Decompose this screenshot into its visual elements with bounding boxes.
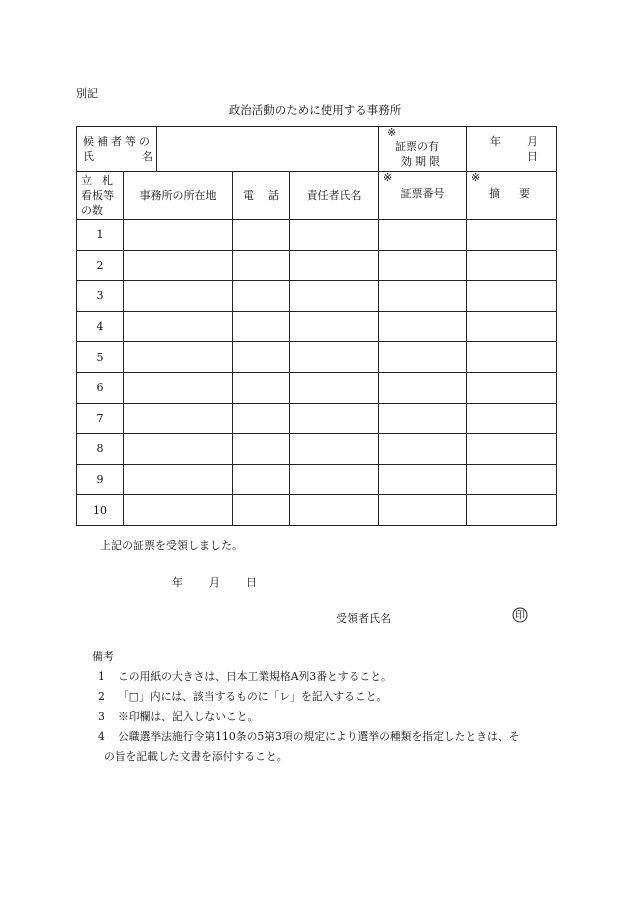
row-number: 1 bbox=[77, 220, 124, 251]
row-number: 10 bbox=[77, 495, 124, 526]
receipt-statement: 上記の証票を受領しました。 bbox=[100, 539, 243, 552]
note-item bbox=[98, 687, 558, 707]
summary-field[interactable] bbox=[467, 220, 557, 251]
note-text: 公職選挙法施行令第110条の5第3項の規定により選挙の種類を指定したときは、そ bbox=[118, 730, 520, 743]
validity-year: 年 bbox=[490, 135, 502, 148]
responsible-field[interactable] bbox=[290, 372, 379, 403]
address-field[interactable] bbox=[124, 372, 233, 403]
validity-date-field[interactable] bbox=[467, 127, 557, 172]
candidate-name-label bbox=[77, 127, 157, 172]
address-field[interactable] bbox=[124, 281, 233, 312]
summary-field[interactable] bbox=[467, 342, 557, 373]
cert-no-field[interactable] bbox=[379, 403, 467, 434]
address-field[interactable] bbox=[124, 250, 233, 281]
office-form-table bbox=[76, 126, 557, 526]
note-text: この用紙の大きさは、日本工業規格A列3番とすること。 bbox=[118, 670, 392, 683]
col-header-count bbox=[77, 172, 124, 220]
phone-field[interactable] bbox=[233, 250, 290, 281]
cert-no-field[interactable] bbox=[379, 495, 467, 526]
summary-field[interactable] bbox=[467, 281, 557, 312]
cert-no-field[interactable] bbox=[379, 250, 467, 281]
column-header-row bbox=[77, 172, 557, 220]
summary-field[interactable] bbox=[467, 311, 557, 342]
table-row bbox=[77, 281, 557, 312]
candidate-row bbox=[77, 127, 557, 172]
responsible-field[interactable] bbox=[290, 311, 379, 342]
document-title: 政治活動のために使用する事務所 bbox=[228, 103, 402, 117]
col-cert-no-label: 証票番号 bbox=[400, 187, 445, 200]
row-number: 5 bbox=[77, 342, 124, 373]
col-phone-char2: 話 bbox=[268, 189, 279, 202]
col-count-char1: 立 bbox=[81, 174, 102, 187]
responsible-field[interactable] bbox=[290, 220, 379, 251]
col-summary-char1: 摘 bbox=[489, 187, 501, 200]
summary-field[interactable] bbox=[467, 403, 557, 434]
col-count-line2: 看板等 bbox=[81, 189, 114, 202]
row-number: 7 bbox=[77, 403, 124, 434]
cert-no-field[interactable] bbox=[379, 342, 467, 373]
note-number: 1 bbox=[98, 670, 105, 683]
kome-mark: ※ bbox=[387, 126, 397, 139]
kome-mark: ※ bbox=[383, 171, 393, 184]
summary-field[interactable] bbox=[467, 250, 557, 281]
responsible-field[interactable] bbox=[290, 495, 379, 526]
phone-field[interactable] bbox=[233, 495, 290, 526]
cert-no-field[interactable] bbox=[379, 281, 467, 312]
phone-field[interactable] bbox=[233, 311, 290, 342]
kome-mark: ※ bbox=[471, 171, 481, 184]
candidate-label-mei: 名 bbox=[142, 150, 153, 163]
note-item bbox=[98, 667, 558, 687]
phone-field[interactable] bbox=[233, 342, 290, 373]
validity-line2: 効期限 bbox=[401, 155, 444, 168]
address-field[interactable] bbox=[124, 495, 233, 526]
responsible-field[interactable] bbox=[290, 250, 379, 281]
phone-field[interactable] bbox=[233, 403, 290, 434]
validity-month: 月 bbox=[527, 135, 539, 148]
note-number: 2 bbox=[98, 690, 105, 703]
candidate-name-field[interactable] bbox=[157, 127, 379, 172]
receipt-day: 日 bbox=[246, 576, 257, 589]
phone-field[interactable] bbox=[233, 434, 290, 465]
row-number: 4 bbox=[77, 311, 124, 342]
responsible-field[interactable] bbox=[290, 342, 379, 373]
table-row bbox=[77, 403, 557, 434]
candidate-label-shi: 氏 bbox=[83, 150, 94, 163]
receipt-month: 月 bbox=[209, 576, 220, 589]
row-number: 9 bbox=[77, 464, 124, 495]
receipt-date[interactable] bbox=[172, 574, 283, 590]
validity-line1: 証票の有 bbox=[395, 140, 440, 153]
recipient-name-label: 受領者氏名 bbox=[336, 612, 391, 625]
cert-no-field[interactable] bbox=[379, 311, 467, 342]
address-field[interactable] bbox=[124, 464, 233, 495]
receipt-year: 年 bbox=[172, 576, 183, 589]
phone-field[interactable] bbox=[233, 220, 290, 251]
table-row bbox=[77, 311, 557, 342]
validity-day: 日 bbox=[527, 150, 539, 163]
summary-field[interactable] bbox=[467, 372, 557, 403]
table-row bbox=[77, 250, 557, 281]
responsible-field[interactable] bbox=[290, 281, 379, 312]
col-header-summary bbox=[467, 172, 557, 220]
notes-heading: 備考 bbox=[92, 650, 114, 663]
annex-label: 別記 bbox=[76, 87, 98, 100]
row-number: 8 bbox=[77, 434, 124, 465]
row-number: 3 bbox=[77, 281, 124, 312]
address-field[interactable] bbox=[124, 311, 233, 342]
address-field[interactable] bbox=[124, 220, 233, 251]
responsible-field[interactable] bbox=[290, 464, 379, 495]
cert-no-field[interactable] bbox=[379, 372, 467, 403]
phone-field[interactable] bbox=[233, 372, 290, 403]
candidate-label-line1: 候補者等の bbox=[83, 135, 153, 148]
cert-no-field[interactable] bbox=[379, 464, 467, 495]
cert-no-field[interactable] bbox=[379, 220, 467, 251]
col-phone-char1: 電 bbox=[243, 189, 254, 202]
seal-char: 印 bbox=[515, 610, 525, 622]
summary-field[interactable] bbox=[467, 464, 557, 495]
table-row bbox=[77, 495, 557, 526]
col-header-phone bbox=[233, 172, 290, 220]
table-body bbox=[77, 220, 557, 526]
col-header-responsible: 責任者氏名 bbox=[290, 172, 379, 220]
note-number: 3 bbox=[98, 710, 105, 723]
col-header-address: 事務所の所在地 bbox=[124, 172, 233, 220]
cert-no-field[interactable] bbox=[379, 434, 467, 465]
seal-mark bbox=[512, 607, 528, 623]
note-item bbox=[98, 727, 558, 747]
note-continuation: の旨を記載した文書を添付すること。 bbox=[104, 750, 288, 763]
row-number: 6 bbox=[77, 372, 124, 403]
responsible-field[interactable] bbox=[290, 434, 379, 465]
table-row bbox=[77, 464, 557, 495]
table-row bbox=[77, 220, 557, 251]
summary-field[interactable] bbox=[467, 495, 557, 526]
address-field[interactable] bbox=[124, 342, 233, 373]
table-row bbox=[77, 342, 557, 373]
table-row bbox=[77, 372, 557, 403]
address-field[interactable] bbox=[124, 434, 233, 465]
col-count-char2: 札 bbox=[102, 174, 123, 187]
responsible-field[interactable] bbox=[290, 403, 379, 434]
row-number: 2 bbox=[77, 250, 124, 281]
note-text: 「□」内には、該当するものに「レ」を記入すること。 bbox=[118, 690, 388, 703]
note-text: ※印欄は、記入しないこと。 bbox=[118, 710, 259, 723]
table-row bbox=[77, 434, 557, 465]
col-count-line3: の数 bbox=[81, 204, 103, 217]
notes-list bbox=[98, 667, 558, 767]
phone-field[interactable] bbox=[233, 464, 290, 495]
address-field[interactable] bbox=[124, 403, 233, 434]
validity-label bbox=[379, 127, 467, 172]
note-item bbox=[98, 707, 558, 727]
col-header-cert-no bbox=[379, 172, 467, 220]
summary-field[interactable] bbox=[467, 434, 557, 465]
note-number: 4 bbox=[98, 730, 105, 743]
col-summary-char2: 要 bbox=[519, 187, 531, 200]
phone-field[interactable] bbox=[233, 281, 290, 312]
